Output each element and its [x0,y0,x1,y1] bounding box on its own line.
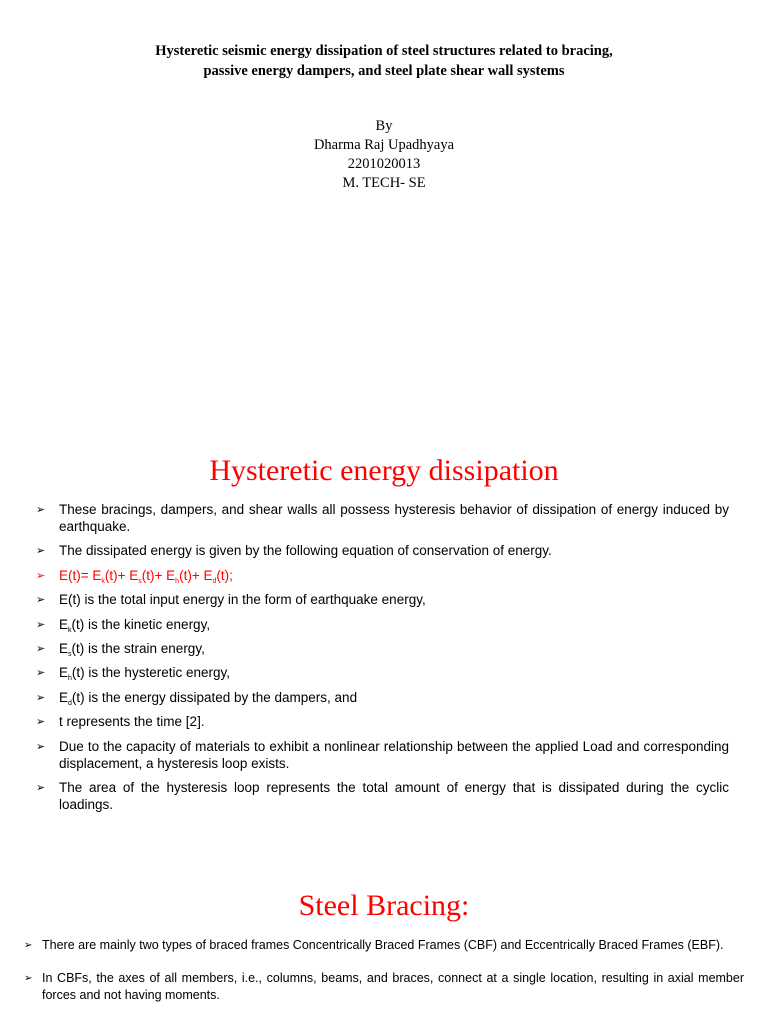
bullet-text-rest: (t) is the energy dissipated by the dampers, and [71,689,358,705]
symbol-letter: E [59,665,69,681]
symbol-subscript: d [68,699,72,707]
equation [59,568,233,583]
equation-part: E(t)= E [59,567,102,583]
symbol-letter: E [59,689,69,705]
bullet-text: The area of the hysteresis loop represents the total amount of energy that is dissipated during the cyclic loadings. [59,779,729,812]
symbol-subscript: k [68,626,72,634]
arrow-bullet-icon: ➢ [36,618,46,631]
arrow-bullet-icon: ➢ [24,973,33,984]
bullet-text-rest: (t) is the kinetic energy, [71,616,211,632]
bullet-text: In CBFs, the axes of all members, i.e., columns, beams, and braces, connect at a single location, resulting in axial member forces and not having moments. [42,971,744,1002]
list-item [36,501,729,535]
document-title [0,41,768,81]
bullet-text: There are mainly two types of braced frames Concentrically Braced Frames (CBF) and Eccentrically Braced Frames (EBF). [42,938,724,952]
equation-part: (t)+ E [179,567,213,583]
equation-subscript: d [212,577,217,585]
bullet-text: These bracings, dampers, and shear walls all possess hysteresis behavior of dissipation of energy induced by earthquake. [59,502,729,534]
author-program: M. TECH- SE [342,175,426,191]
author-name: Dharma Raj Upadhyaya [313,137,455,153]
list-item [36,542,729,559]
bullet-text: The dissipated energy is given by the following equation of conservation of energy. [59,543,552,559]
bullet-text-rest: (t) is the strain energy, [71,640,205,656]
title-line-1: Hysteretic seismic energy dissipation of steel structures related to bracing, [155,43,613,59]
arrow-bullet-icon: ➢ [36,716,46,729]
bullet-text [59,665,230,683]
hysteretic-bullet-list [36,501,729,820]
list-item [36,738,729,772]
author-id: 2201020013 [347,156,421,172]
symbol-subscript: s [68,650,72,658]
list-item [36,640,729,657]
list-item [36,664,729,681]
equation-item [36,567,729,584]
list-item [36,616,729,633]
equation-part: (t); [216,567,233,583]
arrow-bullet-icon: ➢ [36,691,46,704]
equation-part: (t)+ E [104,567,139,583]
author-block [0,117,768,193]
symbol-letter: E [59,616,69,632]
arrow-bullet-icon: ➢ [36,740,46,753]
steel-bracing-bullet-list [24,937,744,1020]
bullet-text [59,641,205,656]
bullet-text: t represents the time [2]. [59,714,205,730]
section-heading-steel-bracing: Steel Bracing: [298,889,470,922]
bullet-text [59,617,210,632]
list-item [36,689,729,706]
arrow-bullet-icon: ➢ [36,594,46,607]
arrow-bullet-icon: ➢ [36,667,46,680]
arrow-bullet-icon: ➢ [36,504,46,516]
list-item [36,779,729,813]
title-line-2: passive energy dampers, and steel plate shear wall systems [203,63,565,79]
equation-part: (t)+ E [141,567,176,583]
author-by: By [375,118,393,134]
section-heading-hysteretic: Hysteretic energy dissipation [209,454,559,487]
equation-subscript: h [175,577,180,585]
list-item [24,970,744,1004]
arrow-bullet-icon: ➢ [24,940,33,951]
list-item [36,591,729,608]
symbol-letter: E [59,640,69,656]
list-item [36,713,729,730]
arrow-bullet-icon: ➢ [36,781,46,794]
arrow-bullet-icon: ➢ [36,642,46,655]
symbol-subscript: h [68,675,72,683]
bullet-text: E(t) is the total input energy in the form of earthquake energy, [59,592,426,608]
list-item [24,937,744,954]
arrow-bullet-icon: ➢ [36,545,46,558]
bullet-text-rest: (t) is the hysteretic energy, [71,665,230,681]
arrow-bullet-icon: ➢ [36,569,46,582]
equation-subscript: k [101,577,105,585]
bullet-text: Due to the capacity of materials to exhibit a nonlinear relationship between the applied Load and corresponding displacement, a hysteresis loop exists. [59,738,729,771]
equation-subscript: s [138,577,142,585]
bullet-text [59,690,357,705]
